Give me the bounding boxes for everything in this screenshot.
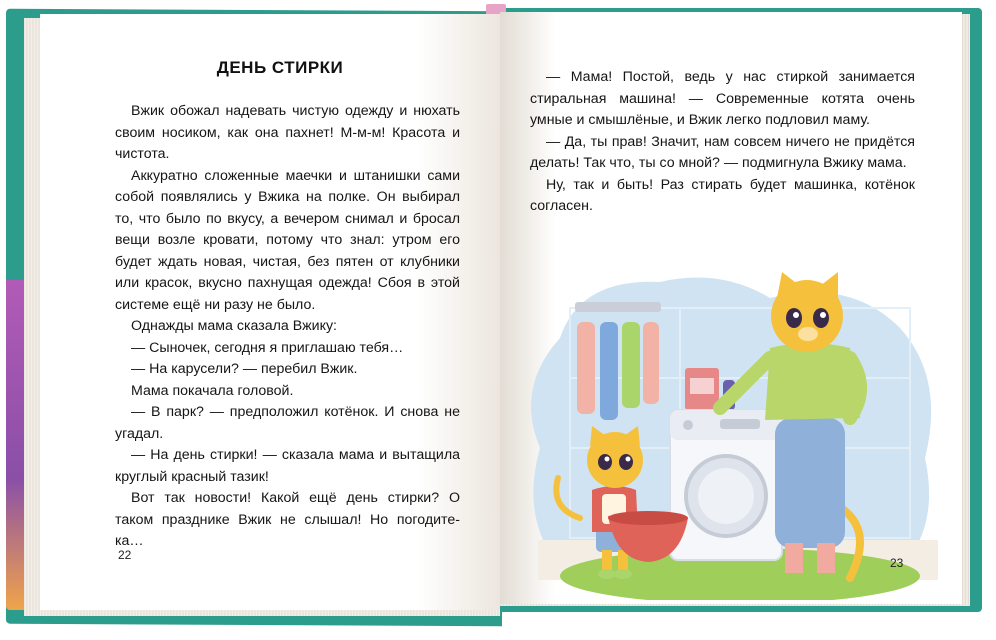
chapter-title: ДЕНЬ СТИРКИ bbox=[216, 58, 344, 77]
laundry-illustration bbox=[520, 268, 945, 600]
towel-rack bbox=[575, 302, 661, 312]
paragraph: — На день стирки! — сказала мама и вытащила круглый красный тазик! bbox=[115, 447, 460, 485]
paragraph: Мама покачала головой. bbox=[131, 382, 294, 399]
paragraph: Вот так новости! Какой ещё день стирки? О таком празднике Вжик не слышал! Но погодите-ка… bbox=[115, 490, 460, 549]
paragraph: — В парк? — предположил котёнок. И снова не угадал. bbox=[115, 404, 460, 442]
paragraph: — Да, ты прав! Значит, нам совсем ничего не придётся делать! Так что, ты со мной? — подмигнула Вжику мама. bbox=[530, 133, 915, 171]
paragraph: — Сыночек, сегодня я приглашаю тебя… bbox=[131, 339, 404, 356]
right-page-text bbox=[530, 67, 915, 218]
left-page-text bbox=[115, 101, 460, 553]
paragraph: — Мама! Постой, ведь у нас стиркой занимается стиральная машина! — Современные котята очень умные и смышлёные, и Вжик легко подловил маму. bbox=[530, 69, 915, 128]
towel bbox=[577, 322, 595, 414]
paragraph: Ну, так и быть! Раз стирать будет машинка, котёнок согласен. bbox=[530, 176, 915, 214]
paragraph: Аккуратно сложенные маечки и штанишки сами собой появлялись у Вжика на полке. Он выбирал то, что было по вкусу, а вечером снимал и бросал вещи возле кровати, потому что знал: утром его будет ждать новая, чистая, без пятен от клубники или красок, вкусно пахнущая одежда! Сбоя в этой системе ещё ни разу не было. bbox=[115, 167, 460, 313]
towel bbox=[622, 322, 640, 408]
paragraph: Однажды мама сказала Вжику: bbox=[131, 318, 337, 334]
towel bbox=[600, 322, 618, 420]
page-number-left: 22 bbox=[118, 548, 132, 562]
paragraph: Вжик обожал надевать чистую одежду и нюхать своим носиком, как она пахнет! М-м-м! Красота и чистота. bbox=[115, 103, 460, 162]
paragraph: — На карусели? — перебил Вжик. bbox=[131, 361, 358, 377]
page-number-right: 23 bbox=[890, 556, 904, 570]
mom-jeans bbox=[775, 418, 845, 548]
towel bbox=[643, 322, 659, 404]
